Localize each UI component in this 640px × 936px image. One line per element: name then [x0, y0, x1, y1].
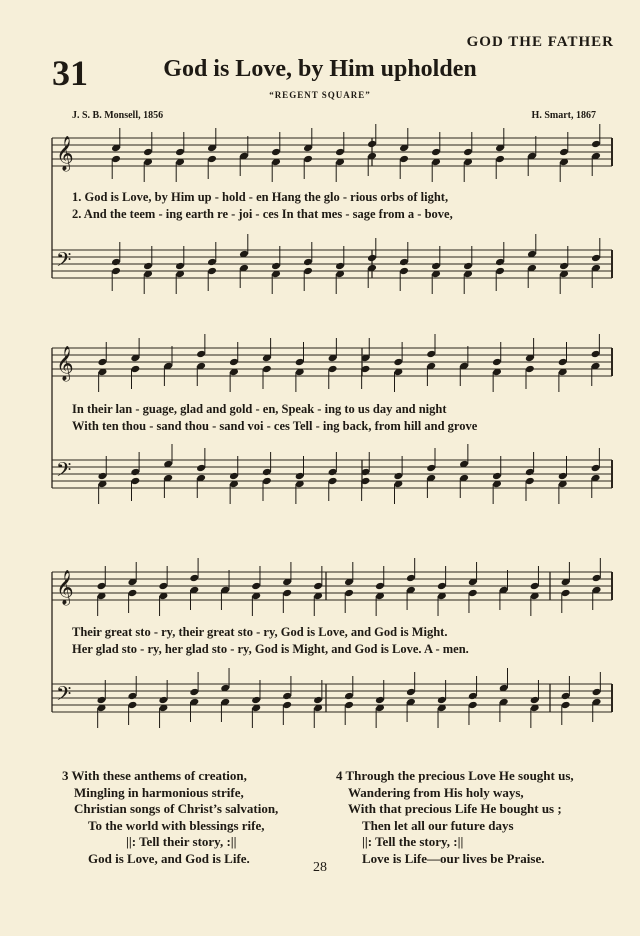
- verse-4: [336, 768, 574, 867]
- verse-line: Christian songs of Christ’s salvation,: [74, 801, 279, 816]
- bass-clef-icon: 𝄢: [56, 248, 72, 276]
- verse-3: [62, 768, 278, 867]
- treble-clef-icon: 𝄞: [56, 346, 74, 381]
- treble-clef-icon: 𝄞: [56, 136, 74, 171]
- lyric-line: With ten thou - sand thou - sand voi - ces Tell - ing back, from hill and grove: [72, 419, 478, 433]
- hymn-number: 31: [52, 53, 88, 93]
- bass-clef-icon: 𝄢: [56, 682, 72, 710]
- verse-line: Then let all our future days: [362, 817, 514, 833]
- verse-line: 4 Through the precious Love He sought us,: [336, 768, 574, 783]
- lyric-line: In their lan - guage, glad and gold - en, Speak - ing to us day and night: [72, 402, 447, 416]
- page-number: 28: [313, 860, 327, 875]
- verse-line: God is Love, and God is Life.: [88, 850, 250, 866]
- lyric-line: 1. God is Love, by Him up - hold - en Hang the glo - rious orbs of light,: [72, 190, 449, 204]
- verse-line: Wandering from His holy ways,: [348, 784, 524, 800]
- bass-clef-icon: 𝄢: [56, 458, 72, 486]
- verse-line: To the world with blessings rife,: [88, 817, 265, 833]
- composer-credit: H. Smart, 1867: [531, 110, 596, 121]
- verse-line: Love is Life—our lives be Praise.: [362, 850, 545, 866]
- lyric-line: 2. And the teem - ing earth re - joi - ces In that mes - sage from a - bove,: [72, 207, 453, 221]
- verse-line: ||: Tell their story, :||: [126, 834, 237, 849]
- verse-line: With that precious Life He bought us ;: [348, 801, 562, 816]
- verse-line: Mingling in harmonious strife,: [74, 784, 244, 800]
- hymn-title: God is Love, by Him upholden: [163, 56, 477, 82]
- verse-line: 3 With these anthems of creation,: [62, 768, 247, 783]
- lyric-line: Their great sto - ry, their great sto - ry, God is Love, and God is Might.: [72, 625, 448, 639]
- tune-name: “REGENT SQUARE”: [269, 90, 371, 100]
- author-credit: J. S. B. Monsell, 1856: [72, 110, 164, 121]
- section-heading: GOD THE FATHER: [466, 34, 614, 50]
- verse-line: ||: Tell the story, :||: [362, 834, 464, 849]
- lyric-line: Her glad sto - ry, her glad sto - ry, God is Might, and God is Love. A - men.: [72, 642, 469, 656]
- treble-clef-icon: 𝄞: [56, 570, 74, 605]
